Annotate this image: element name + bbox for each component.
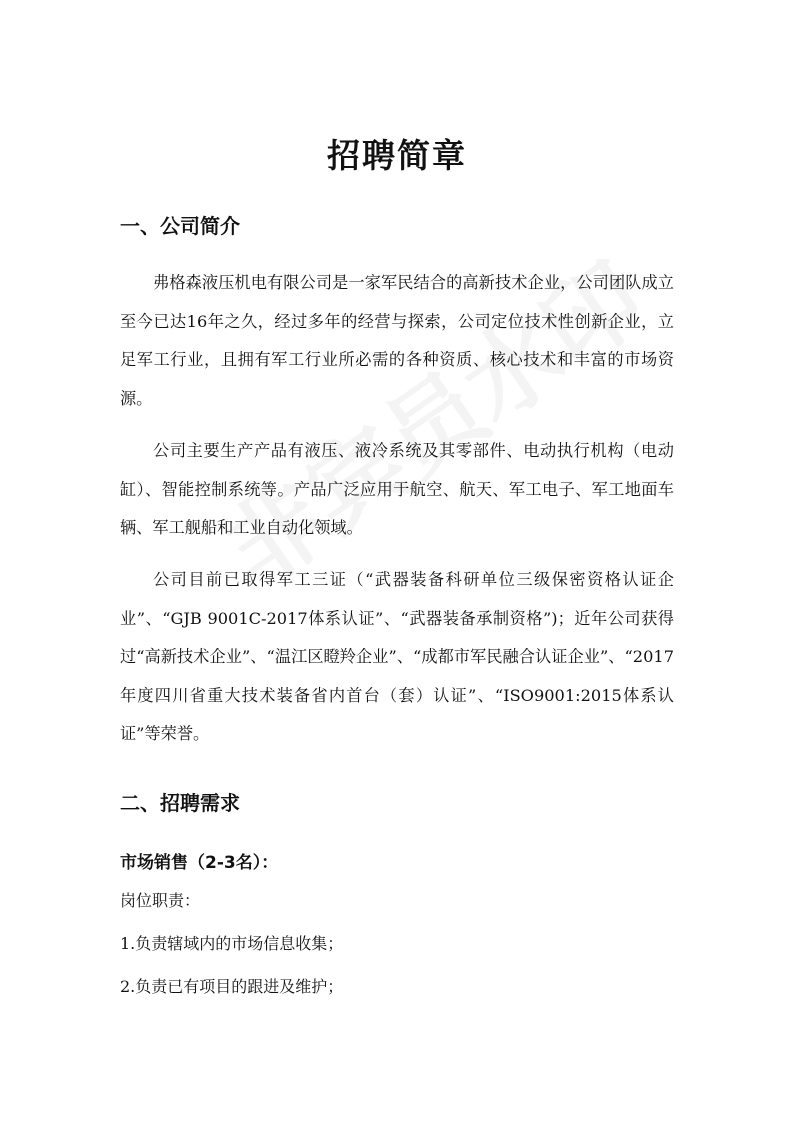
duty-item: 2.负责已有项目的跟进及维护；: [120, 977, 344, 996]
intro-paragraph-3: 公司目前已取得军工三证（“武器装备科研单位三级保密资格认证企业”、“GJB 9001C-2017体系认证”、“武器装备承制资格”)；近年公司获得过“高新技术企业”、“温江区瞪羚企业”、“成都市军民融合认证企业”、“2017年度四川省重大技术装备省内首台（套）认证”、“ISO9001:2015体系认证”等荣誉。: [120, 570, 674, 743]
section-heading-company-intro: 一、公司简介: [120, 214, 240, 238]
page-title: 招聘简章: [327, 136, 467, 175]
duty-item: 1.负责辖域内的市场信息收集；: [120, 934, 344, 953]
section-heading-recruitment: 二、招聘需求: [120, 791, 240, 815]
intro-paragraph-1: 弗格森液压机电有限公司是一家军民结合的高新技术企业，公司团队成立至今已达16年之久，经过多年的经营与探索，公司定位技术性创新企业，立足军工行业，且拥有军工行业所必需的各种资质、核心技术和丰富的市场资源。: [120, 273, 674, 408]
position-title: 市场销售（2-3名）：: [120, 853, 279, 873]
duties-label: 岗位职责：: [120, 891, 201, 910]
intro-paragraph-2: 公司主要生产产品有液压、液冷系统及其零部件、电动执行机构（电动缸）、智能控制系统等。产品广泛应用于航空、航天、军工电子、军工地面车辆、军工舰船和工业自动化领域。: [120, 441, 674, 537]
